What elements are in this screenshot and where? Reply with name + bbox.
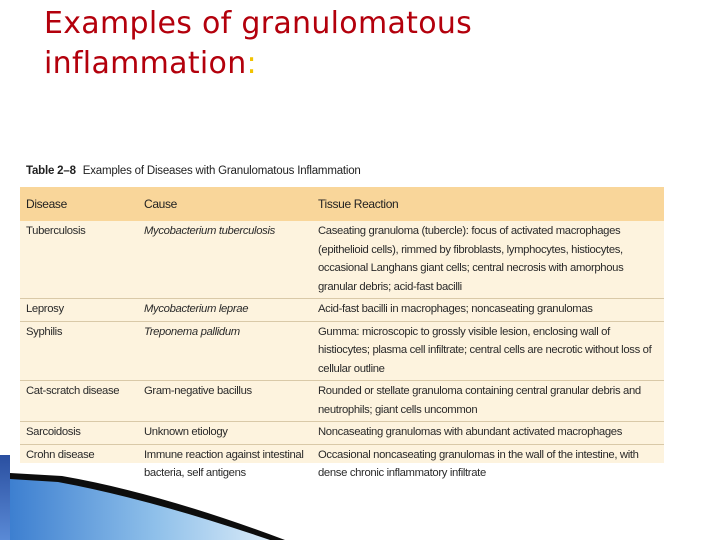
cell-disease: Sarcoidosis bbox=[20, 422, 138, 445]
cell-disease: Cat-scratch disease bbox=[20, 381, 138, 422]
cell-reaction: Rounded or stellate granuloma containing central granular debris and neutrophils; giant cells uncommon bbox=[312, 381, 664, 422]
cell-cause: Treponema pallidum bbox=[138, 321, 312, 381]
slide-title-line2: inflammation bbox=[44, 46, 247, 81]
table-row bbox=[20, 299, 664, 322]
cell-reaction: Acid-fast bacilli in macrophages; noncaseating granulomas bbox=[312, 299, 664, 322]
cell-reaction: Occasional noncaseating granulomas in the wall of the intestine, with dense chronic inflammatory infiltrate bbox=[318, 448, 639, 479]
cell-reaction: Noncaseating granulomas with abundant activated macrophages bbox=[312, 422, 664, 445]
table-row bbox=[20, 321, 664, 381]
table-row bbox=[20, 221, 664, 299]
cell-disease: Syphilis bbox=[20, 321, 138, 381]
table-caption-label: Table 2–8 bbox=[26, 165, 76, 177]
cell-disease: Crohn disease bbox=[26, 448, 95, 461]
header-cause: Cause bbox=[138, 187, 312, 221]
cell-cause: Mycobacterium leprae bbox=[138, 299, 312, 322]
decorative-swoosh-graphic bbox=[0, 455, 290, 540]
cell-cause: Mycobacterium tuberculosis bbox=[138, 221, 312, 299]
cell-cause: Gram-negative bacillus bbox=[138, 381, 312, 422]
table-row bbox=[20, 422, 664, 445]
slide-title-colon: : bbox=[246, 46, 257, 81]
table-header-row bbox=[20, 187, 664, 221]
cell-reaction: Gumma: microscopic to grossly visible lesion, enclosing wall of histiocytes; plasma cell infiltrate; central cells are necrotic without loss of cellular outline bbox=[312, 321, 664, 381]
disease-table bbox=[20, 187, 664, 485]
disease-table-container bbox=[20, 187, 664, 479]
table-caption bbox=[26, 165, 666, 177]
cell-reaction: Caseating granuloma (tubercle): focus of activated macrophages (epithelioid cells), rimmed by fibroblasts, lymphocytes, histiocytes, occasional Langhans giant cells; central necrosis with amorphous granular debris; acid-fast bacilli bbox=[312, 221, 664, 299]
slide-title bbox=[44, 4, 684, 84]
slide-title-line1: Examples of granulomatous bbox=[44, 6, 473, 41]
header-disease: Disease bbox=[20, 187, 138, 221]
table-row bbox=[20, 381, 664, 422]
cell-cause: Unknown etiology bbox=[138, 422, 312, 445]
cell-disease: Leprosy bbox=[20, 299, 138, 322]
cell-disease: Tuberculosis bbox=[20, 221, 138, 299]
header-tissue-reaction: Tissue Reaction bbox=[312, 187, 664, 221]
table-caption-text: Examples of Diseases with Granulomatous Inflammation bbox=[82, 165, 361, 177]
cell-cause: Immune reaction against intestinal bacteria, self antigens bbox=[144, 448, 304, 479]
